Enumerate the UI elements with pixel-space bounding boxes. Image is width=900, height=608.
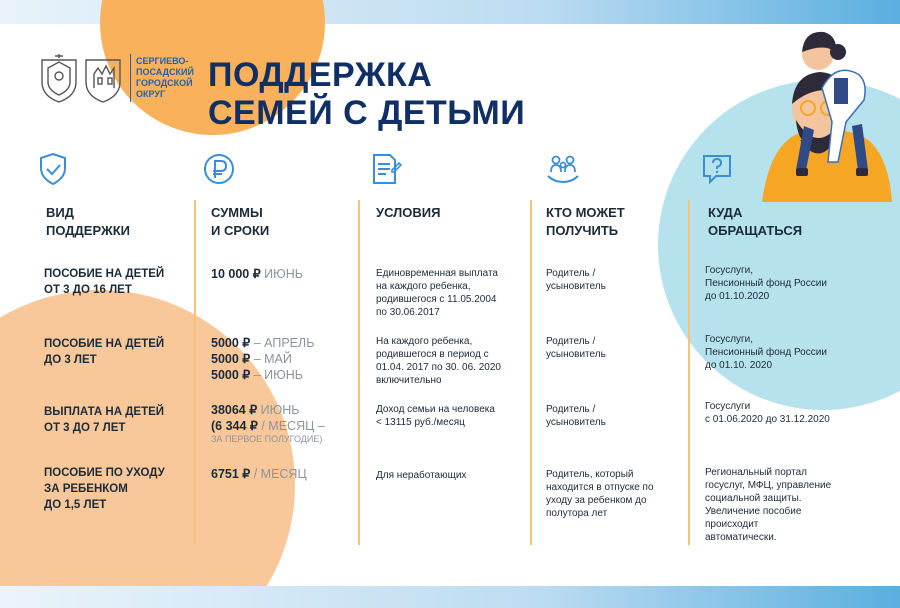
support-type-line: ПОСОБИЕ НА ДЕТЕЙ: [44, 338, 165, 350]
support-type-line: ДО 3 ЛЕТ: [44, 354, 97, 366]
page-title: [208, 56, 525, 132]
conditions-cell: [376, 335, 501, 387]
who-line: усыновитель: [546, 281, 606, 292]
conditions-cell: [376, 403, 495, 429]
conditions-cell: [376, 267, 498, 319]
family-hands-icon: [546, 152, 580, 186]
sum-period: – ИЮНЬ: [250, 368, 303, 382]
who-line: усыновитель: [546, 417, 606, 428]
where-line: Госуслуги,: [705, 265, 754, 276]
sum-cell: [211, 466, 307, 482]
where-cell: [705, 466, 831, 544]
conditions-line: На каждого ребенка,: [376, 336, 473, 347]
conditions-line: Для неработающих: [376, 470, 467, 481]
column-divider: [530, 200, 532, 545]
where-cell: [705, 400, 830, 426]
column-header-line: ПОДДЕРЖКИ: [46, 223, 131, 238]
where-line: Региональный портал: [705, 467, 807, 478]
logo-text-line: ГОРОДСКОЙ: [136, 78, 193, 88]
column-header-line: КУДА: [708, 205, 743, 220]
sum-line: [211, 266, 303, 282]
where-line: Госуслуги: [705, 401, 751, 412]
conditions-line: Единовременная выплата: [376, 268, 498, 279]
sum-amount: 38064 ₽: [211, 403, 258, 417]
sum-amount: 5000 ₽: [211, 352, 251, 366]
column-header-where: [708, 204, 802, 240]
who-line: Родитель, который: [546, 469, 634, 480]
who-cell: [546, 335, 606, 361]
sum-period: ИЮНЬ: [260, 267, 303, 281]
where-line: госуслуг, МФЦ, управление: [705, 480, 832, 491]
where-cell: [705, 333, 827, 372]
sum-line: [211, 466, 307, 482]
where-line: Пенсионный фонд России: [705, 278, 827, 289]
where-line: Пенсионный фонд России: [705, 347, 827, 358]
who-cell: [546, 468, 654, 520]
sum-line: [211, 402, 325, 418]
who-line: полутора лет: [546, 508, 608, 519]
logo-divider: [130, 54, 131, 102]
municipality-name: [136, 56, 194, 100]
where-line: социальной защиты.: [705, 493, 802, 504]
column-header-type: [46, 204, 130, 240]
where-line: до 01.10.2020: [705, 291, 770, 302]
sum-extra-note: ЗА ПЕРВОЕ ПОЛУГОДИЕ): [211, 434, 323, 444]
who-line: Родитель /: [546, 268, 596, 279]
column-header-line: И СРОКИ: [211, 223, 270, 238]
conditions-line: включительно: [376, 375, 442, 386]
sum-extra-amount: (6 344 ₽: [211, 419, 258, 433]
father-child-illustration: [752, 30, 892, 202]
support-type: [44, 336, 164, 368]
who-line: усыновитель: [546, 349, 606, 360]
where-line: с 01.06.2020 до 31.12.2020: [705, 414, 830, 425]
who-line: Родитель /: [546, 404, 596, 415]
column-divider: [688, 200, 690, 545]
column-header-line: СУММЫ: [211, 205, 263, 220]
support-type-line: ОТ 3 ДО 7 ЛЕТ: [44, 422, 126, 434]
support-type: [44, 404, 164, 436]
sum-amount: 5000 ₽: [211, 368, 251, 382]
column-header-line: УСЛОВИЯ: [376, 205, 441, 220]
who-line: уходу за ребенком до: [546, 495, 647, 506]
support-type-line: ВЫПЛАТА НА ДЕТЕЙ: [44, 406, 165, 418]
sum-period: – АПРЕЛЬ: [250, 336, 315, 350]
column-divider: [358, 200, 360, 545]
logo-text-line: ПОСАДСКИЙ: [136, 67, 194, 77]
where-line: до 01.10. 2020: [705, 360, 773, 371]
conditions-line: родившегося в период с: [376, 349, 489, 360]
support-type: [44, 465, 165, 513]
sum-period: – МАЙ: [250, 352, 292, 366]
where-line: автоматически.: [705, 532, 777, 543]
sum-line: [211, 367, 314, 383]
sum-line: [211, 335, 314, 351]
conditions-line: < 13115 руб./месяц: [376, 417, 465, 428]
support-type: [44, 266, 164, 298]
support-type-line: ПОСОБИЕ ПО УХОДУ: [44, 467, 165, 479]
who-line: Родитель /: [546, 336, 596, 347]
sum-period: / МЕСЯЦ: [250, 467, 307, 481]
sum-extra-period: / МЕСЯЦ –: [257, 419, 325, 433]
title-line-1: ПОДДЕРЖКА: [208, 56, 433, 94]
column-header-who: [546, 204, 625, 240]
support-type-line: ДО 1,5 ЛЕТ: [44, 499, 107, 511]
sum-cell: [211, 402, 325, 445]
sum-amount: 6751 ₽: [211, 467, 251, 481]
logo-text-line: ОКРУГ: [136, 89, 166, 99]
conditions-line: 01.04. 2017 по 30. 06. 2020: [376, 362, 501, 373]
support-type-line: ПОСОБИЕ НА ДЕТЕЙ: [44, 268, 165, 280]
title-line-2: СЕМЕЙ С ДЕТЬМИ: [208, 94, 526, 132]
sum-period: ИЮНЬ: [257, 403, 300, 417]
column-header-line: ВИД: [46, 205, 74, 220]
document-pen-icon: [368, 152, 402, 186]
coat-of-arms-logo: [38, 52, 128, 104]
conditions-line: родившегося с 11.05.2004: [376, 294, 497, 305]
who-line: находится в отпуске по: [546, 482, 654, 493]
conditions-line: Доход семьи на человека: [376, 404, 495, 415]
conditions-line: на каждого ребенка,: [376, 281, 471, 292]
column-header-conditions: [376, 204, 440, 222]
question-chat-icon: [700, 152, 734, 186]
column-header-line: КТО МОЖЕТ: [546, 205, 625, 220]
logo-text-line: СЕРГИЕВО-: [136, 56, 189, 66]
who-cell: [546, 403, 606, 429]
sum-cell: [211, 335, 314, 383]
support-type-line: ОТ 3 ДО 16 ЛЕТ: [44, 284, 132, 296]
where-line: Госуслуги,: [705, 334, 754, 345]
who-cell: [546, 267, 606, 293]
sum-line: [211, 351, 314, 367]
sum-amount: 10 000 ₽: [211, 267, 261, 281]
support-type-line: ЗА РЕБЕНКОМ: [44, 483, 128, 495]
column-divider: [194, 200, 196, 545]
conditions-line: по 30.06.2017: [376, 307, 440, 318]
where-line: происходит: [705, 519, 759, 530]
conditions-cell: [376, 469, 466, 482]
column-header-sums: [211, 204, 269, 240]
sum-amount: 5000 ₽: [211, 336, 251, 350]
where-line: Увеличение пособие: [705, 506, 802, 517]
sum-cell: [211, 266, 303, 282]
column-header-line: ПОЛУЧИТЬ: [546, 223, 619, 238]
ruble-coin-icon: [202, 152, 236, 186]
shield-check-icon: [36, 152, 70, 186]
column-header-line: ОБРАЩАТЬСЯ: [708, 223, 803, 238]
sum-line: [211, 418, 325, 434]
where-cell: [705, 264, 827, 303]
bottom-gradient-band: [0, 586, 900, 608]
